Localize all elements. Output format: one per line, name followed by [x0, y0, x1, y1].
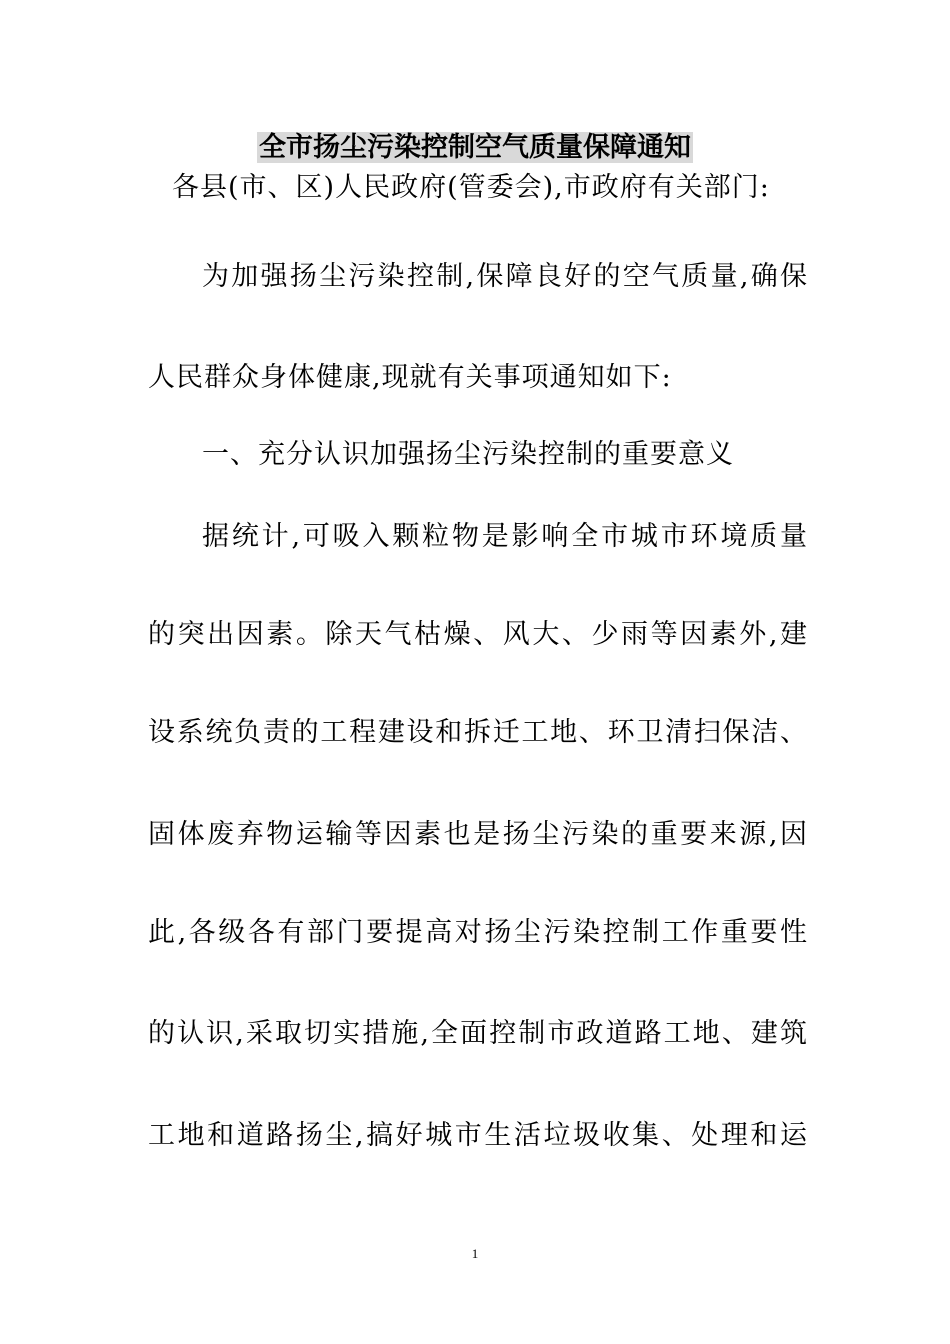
paragraph-line: 据统计,可吸入颗粒物是影响全市城市环境质量 — [202, 521, 808, 552]
page-number: 1 — [471, 1246, 479, 1261]
paragraph-line: 人民群众身体健康,现就有关事项通知如下: — [148, 362, 672, 393]
salutation-line: 各县(市、区)人民政府(管委会),市政府有关部门: — [172, 172, 770, 203]
paragraph-line: 为加强扬尘污染控制,保障良好的空气质量,确保 — [202, 261, 808, 292]
paragraph-line: 的突出因素。除天气枯燥、风大、少雨等因素外,建 — [148, 619, 808, 650]
document-title — [0, 128, 950, 168]
paragraph-line: 此,各级各有部门要提高对扬尘污染控制工作重要性 — [148, 917, 808, 948]
paragraph-line: 固体废弃物运输等因素也是扬尘污染的重要来源,因 — [148, 819, 808, 850]
paragraph-line: 工地和道路扬尘,搞好城市生活垃圾收集、处理和运 — [148, 1120, 808, 1151]
document-title-text: 全市扬尘污染控制空气质量保障通知 — [259, 132, 691, 163]
paragraph-line: 设系统负责的工程建设和拆迁工地、环卫清扫保洁、 — [148, 717, 808, 748]
paragraph-line: 的认识,采取切实措施,全面控制市政道路工地、建筑 — [148, 1018, 808, 1049]
section-heading: 一、充分认识加强扬尘污染控制的重要意义 — [202, 439, 734, 470]
